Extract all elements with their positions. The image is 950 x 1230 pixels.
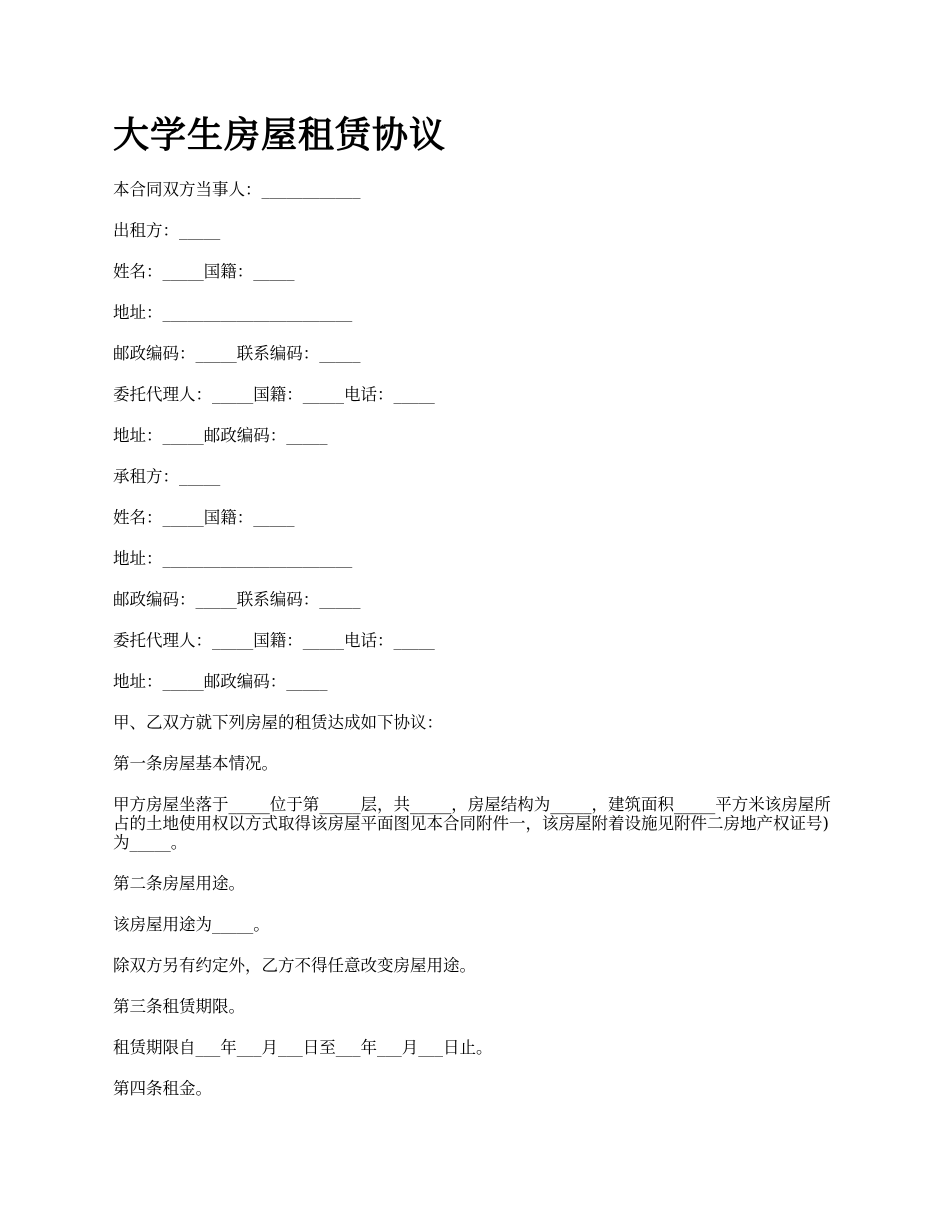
article-1-heading: 第一条房屋基本情况。 — [113, 754, 278, 773]
parties-intro: 本合同双方当事人：____________ — [113, 180, 361, 199]
article-2-body: 该房屋用途为_____。 — [113, 915, 270, 934]
lessee-agent-address: 地址：_____邮政编码：_____ — [113, 672, 328, 691]
lessor-postcode-contact: 邮政编码：_____联系编码：_____ — [113, 344, 361, 363]
article-2-restriction: 除双方另有约定外，乙方不得任意改变房屋用途。 — [113, 956, 476, 975]
lessor-agent: 委托代理人：_____国籍：_____电话：_____ — [113, 385, 435, 404]
lessee-name-nationality: 姓名：_____国籍：_____ — [113, 508, 295, 527]
lessor-name-nationality: 姓名：_____国籍：_____ — [113, 262, 295, 281]
article-4-heading: 第四条租金。 — [113, 1079, 212, 1098]
lessee-agent: 委托代理人：_____国籍：_____电话：_____ — [113, 631, 435, 650]
lessee-postcode-contact: 邮政编码：_____联系编码：_____ — [113, 590, 361, 609]
article-3-body: 租赁期限自___年___月___日至___年___月___日止。 — [113, 1038, 493, 1057]
document-title: 大学生房屋租赁协议 — [113, 115, 447, 156]
lessee-heading: 承租方：_____ — [113, 467, 221, 486]
article-2-heading: 第二条房屋用途。 — [113, 874, 245, 893]
lessor-heading: 出租方：_____ — [113, 221, 221, 240]
lessee-address: 地址：_______________________ — [113, 549, 353, 568]
document-page — [113, 114, 841, 1120]
article-3-heading: 第三条租赁期限。 — [113, 997, 245, 1016]
lessor-address: 地址：_______________________ — [113, 303, 353, 322]
article-1-body: 甲方房屋坐落于_____位于第_____层，共_____，房屋结构为_____，建筑面积_____平方米该房屋所占的土地使用权以方式取得该房屋平面图见本合同附件一，该房屋附着设施见附件二房地产权证号)为_____。 — [113, 795, 831, 852]
agreement-intro: 甲、乙双方就下列房屋的租赁达成如下协议： — [113, 713, 443, 732]
lessor-agent-address: 地址：_____邮政编码：_____ — [113, 426, 328, 445]
